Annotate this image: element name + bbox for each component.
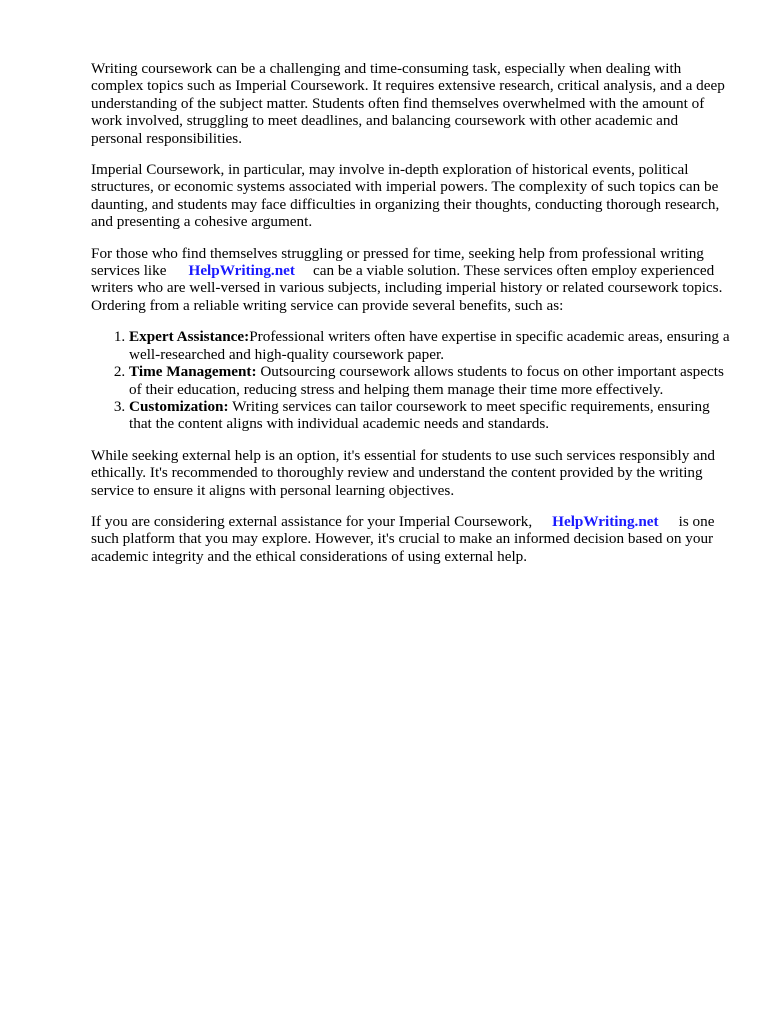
- benefit-term: Customization:: [129, 397, 229, 415]
- closing-text-after: is one such platform that you may explore. However, it's crucial to make an informed decision based on your academic integrity and the ethical considerations of using external help.: [91, 512, 715, 565]
- imperial-coursework-paragraph: Imperial Coursework, in particular, may involve in-depth exploration of historical events, political structures, or economic systems associated with imperial powers. The complexity of such topics can be daunting, and students may face difficulties in organizing their thoughts, conducting thorough research, and presenting a cohesive argument.: [91, 161, 720, 231]
- benefit-term: Time Management:: [129, 363, 257, 381]
- list-item: [129, 328, 731, 363]
- document-page: [91, 60, 731, 579]
- intro-paragraph: Writing coursework can be a challenging and time-consuming task, especially when dealing with complex topics such as Imperial Coursework. It requires extensive research, critical analysis, and a deep understanding of the subject matter. Students often find themselves overwhelmed with the amount of work involved, struggling to meet deadlines, and balancing coursework with other academic and personal responsibilities.: [91, 60, 725, 147]
- benefit-text: Professional writers often have expertise in specific academic areas, ensuring a well-researched and high-quality coursework paper.: [129, 328, 730, 363]
- benefit-text: Writing services can tailor coursework to meet specific requirements, ensuring that the content aligns with individual academic needs and standards.: [129, 397, 710, 433]
- help-services-text-before: For those who find themselves struggling or pressed for time, seeking help from professional writing services like: [91, 244, 704, 280]
- benefit-term: Expert Assistance:: [129, 328, 250, 346]
- benefits-list: [91, 328, 731, 432]
- responsible-use-paragraph: While seeking external help is an option, it's essential for students to use such services responsibly and ethically. It's recommended to thoroughly review and understand the content provided by the writing service to ensure it aligns with personal learning objectives.: [91, 446, 716, 499]
- help-services-paragraph: [91, 245, 731, 315]
- helpwriting-link[interactable]: HelpWriting.net: [188, 262, 295, 280]
- closing-text-before: If you are considering external assistance for your Imperial Coursework,: [91, 512, 533, 530]
- list-item: [129, 363, 731, 398]
- help-services-text-after: can be a viable solution. These services often employ experienced writers who are well-versed in various subjects, including imperial history or related coursework topics. Ordering from a reliable writing service can provide several benefits, such as:: [91, 262, 723, 314]
- helpwriting-link[interactable]: HelpWriting.net: [552, 512, 659, 530]
- closing-paragraph: [91, 513, 731, 565]
- list-item: [129, 398, 731, 433]
- benefit-text: Outsourcing coursework allows students to focus on other important aspects of their education, reducing stress and helping them manage their time more effectively.: [129, 363, 724, 398]
